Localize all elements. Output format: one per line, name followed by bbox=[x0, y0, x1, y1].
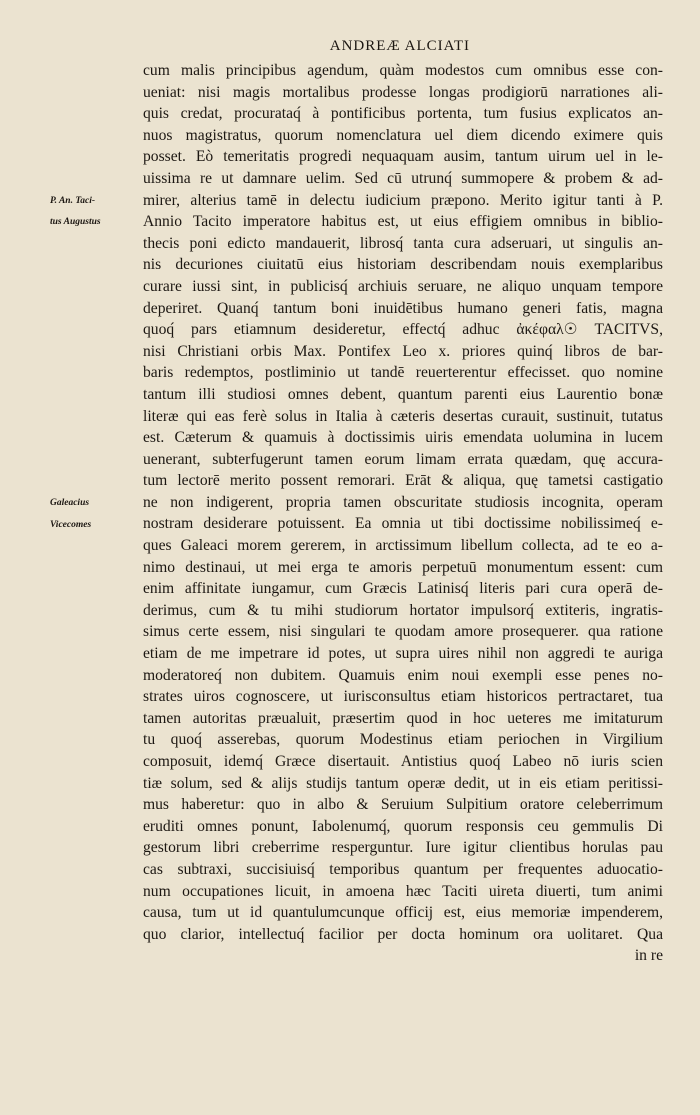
text-line: tum lectorē merito possent remorari. Erāt & aliqua, quę tametsi castigatio bbox=[143, 472, 663, 490]
text-line: quoq́ pars etiamnum desideretur, effectq́ adhuc ἀκέφαλ☉ TACITVS, bbox=[143, 321, 663, 339]
text-line: baris redemptos, postliminio ut tandē reuerterentur effecisset. quo nomine bbox=[143, 364, 663, 382]
text-line: tantum illi studiosi omnes debent, quantum parenti eius Laurentio bonæ bbox=[143, 385, 663, 403]
text-line: quo clarior, intellectuq́ facilior per docta hominum ora uolitaret. Qua bbox=[143, 925, 663, 943]
text-line: nuos magistratus, quorum nomenclatura uel diem dicendo eximere quis bbox=[143, 126, 663, 144]
text-line: nisi Christiani orbis Max. Pontifex Leo x. priores quinq́ libros de bar- bbox=[143, 342, 663, 360]
text-line: literæ qui eas ferè solus in Italia à cæteris desertas curauit, sustinuit, tutatus bbox=[143, 407, 663, 425]
text-line: cas subtraxi, succisiuisq́ temporibus quantum per frequentes aduocatio- bbox=[143, 860, 663, 878]
text-line: nostram desiderare potuissent. Ea omnia ut tibi doctissime nobilissimeq́ e- bbox=[143, 515, 663, 533]
text-line: gestorum libri creberrime resperguntur. Iure igitur clientibus horulas pau bbox=[143, 839, 663, 857]
text-line: quis credat, procurataq́ à pontificibus portenta, tum fusius explicatos an- bbox=[143, 105, 663, 123]
margin-note: Galeacius bbox=[50, 498, 90, 508]
text-line: eruditi omnes ponunt, Iabolenumq́, quorum responsis ceu gemmulis Di bbox=[143, 817, 663, 835]
text-line: tamen autoritas præualuit, præsertim quod in hoc ueteres me imitaturum bbox=[143, 709, 663, 727]
text-line: thecis poni edicto mandauerit, librosq́ tanta cura adseruari, ut singulis an- bbox=[143, 234, 663, 252]
text-line: ne non indigerent, propria tamen obscuritate studiosis incognita, operam bbox=[143, 493, 663, 511]
text-line: tiæ solum, sed & alijs studijs tantum operæ dedit, ut in eis etiam peritissi- bbox=[143, 774, 663, 792]
margin-note: tus Augustus bbox=[50, 217, 101, 228]
text-line: enim affinitate iungamur, cum Græcis Latinisq́ literis pari cura operā de- bbox=[143, 580, 663, 598]
text-line: causa, tum ut id quantulumcunque officij est, eius memoriæ impenderem, bbox=[143, 904, 663, 922]
text-line: derimus, cum & tu mihi studiorum hortator impulsorq́ extiteris, ingratis- bbox=[143, 601, 663, 619]
margin-note: Vicecomes bbox=[50, 519, 92, 530]
text-line: mus haberetur: quo in albo & Seruium Sulpitium oratore celeberrimum bbox=[143, 796, 663, 814]
text-line: etiam de me impetrare id potes, ut supra uires nihil non aggredi te auriga bbox=[143, 645, 663, 663]
text-line: in re bbox=[634, 947, 663, 965]
text-line: uenerant, subterfugerunt tamen eorum limam errata quædam, quę accura- bbox=[143, 450, 663, 468]
text-line: ques Galeaci morem gererem, in arctissimum libellum collecta, ad te eo a- bbox=[143, 537, 663, 555]
margin-note: P. An. Taci- bbox=[50, 195, 96, 206]
text-line: cum malis principibus agendum, quàm modestos cum omnibus esse con- bbox=[143, 62, 663, 79]
text-line: strates uiros cognoscere, ut iurisconsultus etiam historicos pertractaret, tua bbox=[143, 688, 663, 706]
text-line: composuit, idemq́ Græce disertauit. Antistius quoq́ Labeo nō iuris scien bbox=[143, 753, 663, 770]
text-line: est. Cæterum & quamuis à doctissimis uiris emendata uolumina in lucem bbox=[143, 429, 663, 447]
text-line: curare iussi sint, in publicisq́ archiuis seruare, ne aliquo unquam tempore bbox=[143, 277, 663, 295]
running-header: ANDREÆ ALCIATI bbox=[329, 38, 470, 54]
text-line: posset. Eò temeritatis progredi nequaquam ausim, tantum uirum uel in le- bbox=[143, 148, 663, 166]
text-line: num occupationes licuit, in amoena hæc Taciti uireta diuerti, tum animi bbox=[143, 882, 663, 900]
text-line: moderatoreq́ non dubitem. Quamuis enim noui exempli esse penes no- bbox=[143, 666, 663, 684]
text-line: ueniat: nisi magis mortalibus prodesse longas prodigiorū narrationes ali- bbox=[143, 83, 663, 101]
text-line: mirer, alterius tamē in delectu iudicium præpono. Merito igitur tanti à P. bbox=[143, 191, 663, 209]
text-line: tu quoq́ asserebas, quorum Modestinus etiam periochen in Virgilium bbox=[143, 731, 663, 749]
text-line: uissima re ut damnare uelim. Sed cū utrunq́ summopere & probem & ad- bbox=[143, 169, 663, 187]
text-line: deperiret. Quanq́ tantum boni inuidētibus humano generi fatis, magna bbox=[143, 299, 663, 317]
text-line: Annio Tacito imperatore habitus est, ut eius effigiem omnibus in biblio- bbox=[143, 213, 663, 231]
text-line: nimo destinaui, ut mei erga te amoris perpetuū monumentum essent: cum bbox=[143, 558, 663, 576]
text-line: nis decuriones ciuitatū eius historiam describendam nouis exemplaribus bbox=[143, 256, 663, 274]
body-text bbox=[143, 60, 663, 967]
text-line: simus certe essem, nisi singulari te quodam amore prosequerer. qua ratione bbox=[143, 623, 663, 641]
